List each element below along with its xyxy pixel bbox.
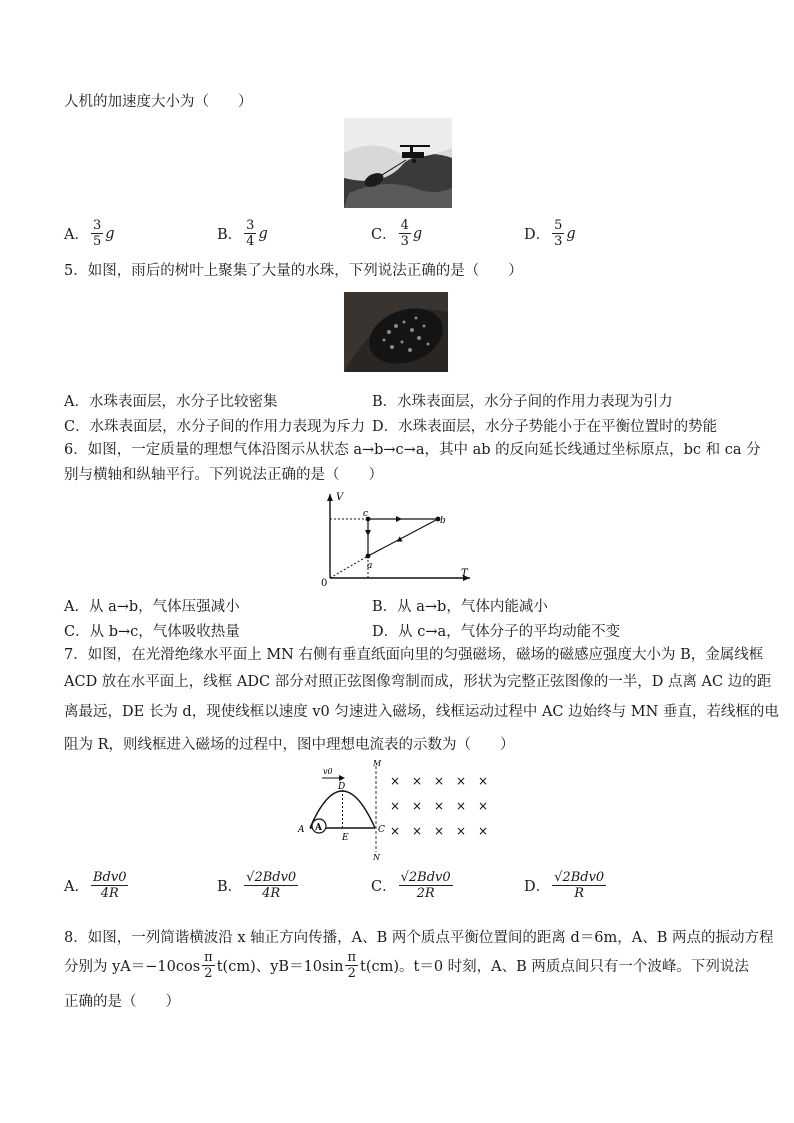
q5-option-a: A．水珠表面层，水分子比较密集	[64, 394, 278, 410]
point-C-label: C	[378, 825, 385, 835]
q6-option-d: D．从 c→a，气体分子的平均动能不变	[372, 624, 621, 640]
field-cross: ×	[478, 824, 489, 838]
vt-graph	[320, 488, 475, 588]
q7-stem-line3: 离最远，DE 长为 d，现使线框以速度 v0 匀速进入磁场，线框运动过程中 AC 边始终与 MN 垂直，若线框的电	[64, 704, 779, 720]
leaf-droplets-photo	[344, 292, 448, 372]
field-cross: ×	[434, 774, 445, 788]
label-M: M	[373, 760, 382, 768]
field-cross: ×	[456, 824, 467, 838]
point-a-label: a	[367, 561, 373, 571]
field-cross: ×	[478, 799, 489, 813]
q5-option-c: C．水珠表面层，水分子间的作用力表现为斥力	[64, 419, 366, 435]
q5-option-b: B．水珠表面层，水分子间的作用力表现为引力	[372, 394, 673, 410]
q4-option-b: B． $\frac{3}{4}$ g	[217, 218, 268, 249]
q7-option-b: B． $\frac{\text{√2Bdv0}}{4R}$	[217, 870, 297, 901]
q7-option-d: D． $\frac{\text{√2Bdv0}}{R}$	[524, 870, 605, 901]
point-D-label: D	[338, 782, 346, 792]
origin-label: 0	[321, 578, 328, 588]
point-b-label: b	[440, 516, 446, 526]
field-cross: ×	[412, 824, 423, 838]
q8-stem-line1: 8．如图，一列简谐横波沿 x 轴正方向传播，A、B 两个质点平衡位置间的距离 d＝6m，A、B 两点的振动方程	[64, 930, 774, 946]
q7-stem-line1: 7．如图，在光滑绝缘水平面上 MN 右侧有垂直纸面向里的匀强磁场，磁场的磁感应强度大小为 B，金属线框	[64, 647, 764, 663]
ammeter-label: A	[315, 823, 322, 833]
field-cross: ×	[412, 774, 423, 788]
magnetic-field-figure	[290, 760, 500, 860]
velocity-label: v0	[323, 767, 333, 776]
field-cross: ×	[434, 824, 445, 838]
q8-stem-line3: 正确的是（ ）	[64, 994, 180, 1010]
q7-option-c: C． $\frac{\text{√2Bdv0}}{2R}$	[371, 870, 451, 901]
q5-stem: 5．如图，雨后的树叶上聚集了大量的水珠，下列说法正确的是（ ）	[64, 263, 523, 279]
q7-stem-line4: 阻为 R，则线框进入磁场的过程中，图中理想电流表的示数为（ ）	[64, 737, 515, 753]
q4-option-c: C． $\frac{4}{3}$ g	[371, 218, 423, 249]
q6-option-b: B．从 a→b，气体内能减小	[372, 599, 548, 615]
t-axis-label: T	[461, 568, 468, 579]
field-cross: ×	[412, 799, 423, 813]
q4-option-d: D． $\frac{5}{3}$ g	[524, 218, 576, 249]
point-E-label: E	[342, 833, 349, 843]
field-cross: ×	[434, 799, 445, 813]
q6-option-c: C．从 b→c，气体吸收热量	[64, 624, 240, 640]
q7-option-a: A． $\frac{\text{Bdv0}}{4R}$	[64, 870, 127, 901]
field-cross: ×	[390, 824, 401, 838]
q6-stem-line1: 6．如图，一定质量的理想气体沿图示从状态 a→b→c→a，其中 ab 的反向延长线通过坐标原点，bc 和 ca 分	[64, 442, 761, 458]
q6-option-a: A．从 a→b，气体压强减小	[64, 599, 240, 615]
q7-stem-line2: ACD 放在水平面上，线框 ADC 部分对照正弦图像弯制而成，形状为完整正弦图像的一半，D 点离 AC 边的距	[64, 674, 772, 690]
field-cross: ×	[456, 799, 467, 813]
field-cross: ×	[456, 774, 467, 788]
v-axis-label: V	[336, 492, 344, 503]
point-A-label: A	[298, 825, 305, 835]
q8-stem-line2: 分别为 yA＝−10cos $\frac{\pi}{2}$ t(cm)、yB＝10sin $\frac{\pi}{2}$ t(cm)。t＝0 时刻，A、B 两质点间只有一个波峰。下列说法	[64, 950, 749, 981]
field-cross: ×	[390, 799, 401, 813]
point-c-label: c	[363, 509, 369, 519]
drone-photo	[344, 118, 452, 208]
q4-option-a: A． $\frac{3}{5}$ g	[64, 218, 115, 249]
q6-stem-line2: 别与横轴和纵轴平行。下列说法正确的是（ ）	[64, 467, 383, 483]
field-cross: ×	[390, 774, 401, 788]
label-N: N	[373, 853, 380, 860]
field-cross: ×	[478, 774, 489, 788]
q5-option-d: D．水珠表面层，水分子势能小于在平衡位置时的势能	[372, 419, 718, 435]
q4-stem-tail: 人机的加速度大小为（ ）	[64, 94, 253, 110]
